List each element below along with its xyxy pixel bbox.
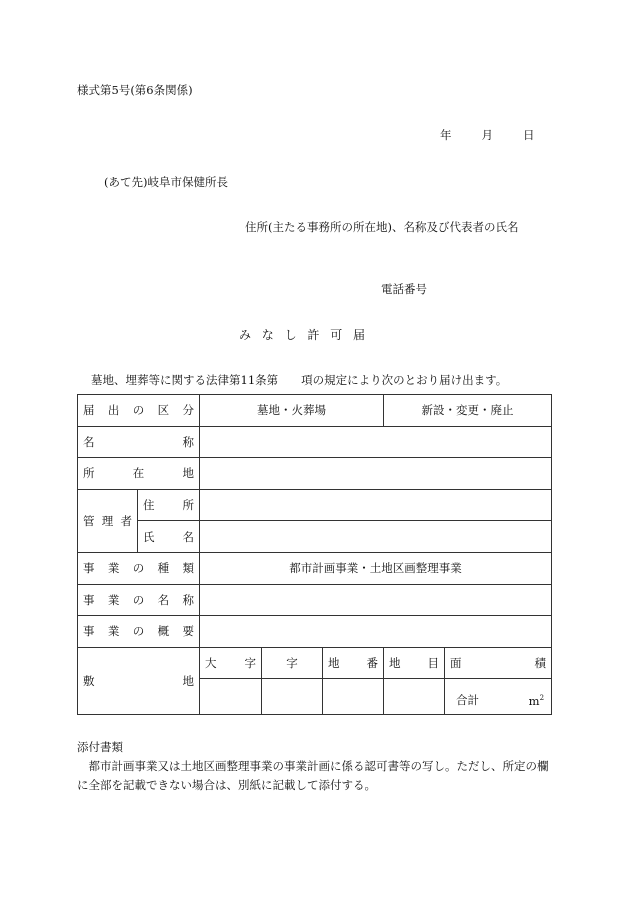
date-year-label: 年 [440,128,452,142]
notification-type-label: 届 出 の 区 分 [83,403,194,418]
total-label: 合計 [456,692,480,707]
project-summary-field[interactable] [200,616,552,648]
manager-address-field[interactable] [200,489,552,521]
row-project-name [78,584,552,616]
attachments-title: 添付書類 [77,740,123,754]
facility-options[interactable]: 墓地・火葬場 [200,395,384,427]
project-type-label: 事 業 の 種 類 [83,561,194,576]
row-name [78,426,552,458]
manager-name-field[interactable] [200,521,552,553]
manager-label-cell [78,489,138,552]
project-summary-label: 事 業 の 概 要 [83,624,194,639]
addressee: (あて先)岐阜市保健所長 [104,175,228,189]
notification-form-table [77,394,552,715]
aza-header: 字 [262,647,323,679]
form-code: 様式第5号(第6条関係) [77,83,193,97]
oaza-header: 大 字 [205,656,256,671]
phone-label: 電話番号 [381,282,427,296]
row-site-headers [78,647,552,679]
chiban-header: 地 番 [328,656,379,671]
location-label: 所 在 地 [83,466,194,481]
row-location [78,458,552,490]
attachments-text: 都市計画事業又は土地区画整理事業の事業計画に係る認可書等の写し。ただし、所定の欄に全部を記載できない場合は、別紙に記載して添付する。 [77,759,549,792]
area-total [448,679,548,710]
area-field[interactable] [445,679,552,715]
project-type-options[interactable]: 都市計画事業・土地区画整理事業 [200,552,552,584]
date-day-label: 日 [523,128,535,142]
intro-text: 墓地、埋葬等に関する法律第11条第 項の規定により次のとおり届け出ます。 [91,373,508,387]
total-unit: $m^2$ [528,693,545,708]
project-name-field[interactable] [200,584,552,616]
manager-name-label: 氏 名 [143,529,194,544]
aza-field[interactable] [262,679,323,715]
oaza-field[interactable] [200,679,262,715]
site-label: 敷 地 [83,673,194,688]
row-project-summary [78,616,552,648]
notification-type-label-cell [78,395,200,427]
project-name-label: 事 業 の 名 称 [83,592,194,607]
date-month-label: 月 [481,128,493,142]
site-label-cell [78,647,200,714]
row-project-type [78,552,552,584]
chimoku-field[interactable] [384,679,445,715]
chiban-field[interactable] [323,679,384,715]
row-manager-name [78,521,552,553]
row-notification-type [78,395,552,427]
area-header: 面 積 [450,656,547,671]
name-field[interactable] [200,426,552,458]
date-line [440,127,535,143]
name-label: 名 称 [83,434,194,449]
document-title: みなし許可届 [239,328,376,342]
applicant-label: 住所(主たる事務所の所在地)、名称及び代表者の氏名 [245,220,519,234]
chimoku-header: 地 目 [389,656,440,671]
change-options[interactable]: 新設・変更・廃止 [384,395,552,427]
manager-address-label: 住 所 [143,498,194,513]
manager-label: 管 理 者 [83,513,132,528]
row-manager-address [78,489,552,521]
location-field[interactable] [200,458,552,490]
